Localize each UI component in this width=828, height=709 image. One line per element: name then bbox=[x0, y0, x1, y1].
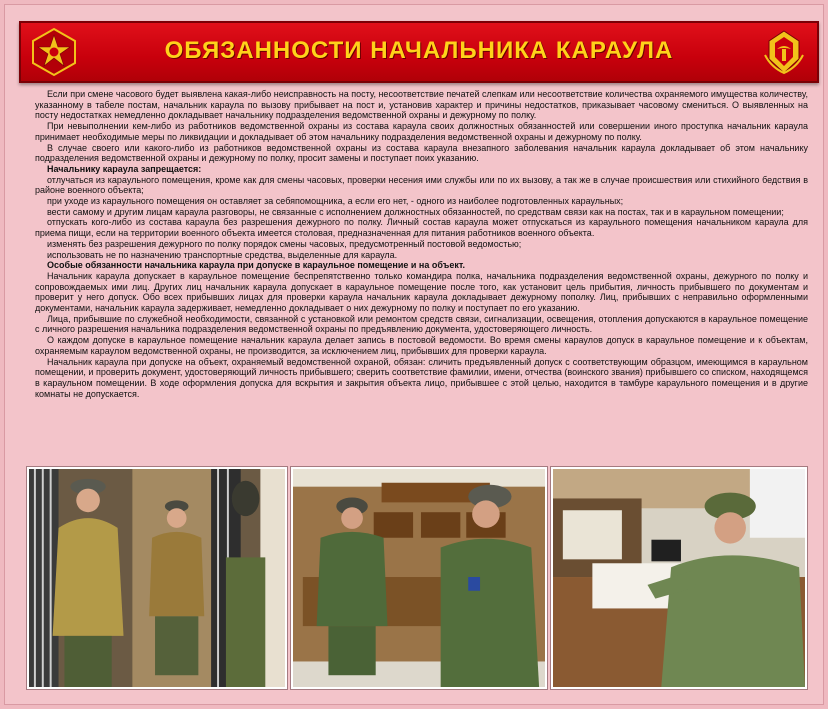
duties-text bbox=[35, 89, 808, 463]
paragraph: отпускать кого-либо из состава караула без разрешения дежурного по полку. Личный состав караула может отпускаться из караульного помещения начальником караула для приема пищи, если на территории военного объекта имеется столовая, предназначенная для питания работников военного объекта. bbox=[35, 217, 808, 239]
paragraph: вести самому и другим лицам караула разговоры, не связанные с исполнением должностных обязанностей, по средствам связи как на постах, так и в караульном помещении; bbox=[47, 206, 784, 217]
paragraph: Начальник караула при допуске на объект, охраняемый ведомственной охраной, обязан: сличить предъявленный допуск с соответствующим образцом, имеющимся в караульном помещении, и проверить документ, удостоверяющий личность прибывшего; сверить соответствие фамилии, имени, отчества (воинского звания) прибывшего со списком, находящемся в караульном помещении. В ходе оформления допуска для вскрытия и закрытия объекта лицо, прибывшее с этой целью, находится в тамбуре караульного помещения и в другие комнаты не допускается. bbox=[35, 356, 808, 399]
guardroom-corridor-photo-icon bbox=[27, 467, 287, 689]
guard-desk-logbook-photo-icon bbox=[551, 467, 807, 689]
army-star-emblem-icon bbox=[29, 27, 79, 77]
paragraph: использовать не по назначению транспортные средства, выделенные для караула. bbox=[47, 249, 398, 260]
title-banner bbox=[19, 21, 819, 83]
page-title: ОБЯЗАННОСТИ НАЧАЛЬНИКА КАРАУЛА bbox=[164, 37, 674, 64]
photo-strip bbox=[27, 467, 807, 689]
section-heading: Начальнику караула запрещается: bbox=[47, 163, 202, 174]
paragraph: Начальник караула допускает в караульное помещение беспрепятственно только командира полка, начальника подразделения ведомственной охраны, дежурного по полку и сопровождаемых ими лиц. Других лиц начальник караула допускает в караульное помещение после того, как установит цель прибытия, личность прибывшего по документам и проверит у него допуск. Обо всех прибывших лицах для проверки караула начальник караула докладывает дежурному пополку. Лиц, прибывших с неправильно оформленными документами, начальник караула задерживает, немедленно докладывает о них дежурному по полку и поступает по его указанию. bbox=[35, 270, 808, 314]
section-heading: Особые обязанности начальника караула при допуске в караульное помещение и на объект. bbox=[47, 260, 465, 271]
paragraph: Лица, прибывшие по служебной необходимости, связанной с установкой или ремонтом средств связи, сигнализации, освещения, отопления допускаются в караульное помещение с личного разрешения начальника подразделения ведомственной охраны по предъявлению документа, удостоверяющего личность. bbox=[35, 313, 808, 335]
poster bbox=[4, 4, 824, 705]
paragraph: При невыполнении кем-либо из работников ведомственной охраны из состава караула своих должностных обязанностей или совершении иного проступка начальник караула принимает необходимые меры по ликвидации и докладывает об этом начальнику подразделения ведомственной охраны и дежурному по полку. bbox=[35, 121, 808, 142]
paragraph: В случае своего или какого-либо из работников ведомственной охраны из состава караула внезапного заболевания начальник караула докладывает об этом начальнику подразделения ведомственной охраны и дежурному по полку, просит замены и поступает поих указанию. bbox=[35, 142, 808, 164]
guard-key-board-photo-icon bbox=[291, 467, 547, 689]
paragraph: О каждом допуске в караульное помещение начальник караула делает запись в постовой ведомости. Во время смены караулов допуск в караульное помещение и к объектам, охраняемым караулом ведомственной охраны, не производится, за исключением лиц, прибывших для проверки караула. bbox=[35, 335, 808, 356]
paragraph: отлучаться из караульного помещения, кроме как для смены часовых, проверки несения ими службы или по их вызову, а так же в случае происшествия или стихийного бедствия в районе военного объекта; bbox=[35, 174, 808, 196]
paragraph: изменять без разрешения дежурного по полку порядок смены часовых, предусмотренный постовой ведомостью; bbox=[47, 238, 522, 249]
paragraph: Если при смене часового будет выявлена какая-либо неисправность на посту, несоответствие печатей слепкам или несоответствие количества охраняемого имущества количеству, указанному в табеле постам, начальник караула по вызову прибывает на пост и, установив характер и причины недостатков, приказывает часовому смениться. О выявленных на посту недостатках немедленно докладывает начальнику подразделения ведомственной охраны и дежурному по полку. bbox=[35, 89, 808, 121]
paragraph: при уходе из караульного помещения он оставляет за себяпомощника, а если его нет, - одного из наиболее подготовленных караульных; bbox=[47, 196, 624, 207]
army-crest-emblem-icon bbox=[759, 27, 809, 77]
